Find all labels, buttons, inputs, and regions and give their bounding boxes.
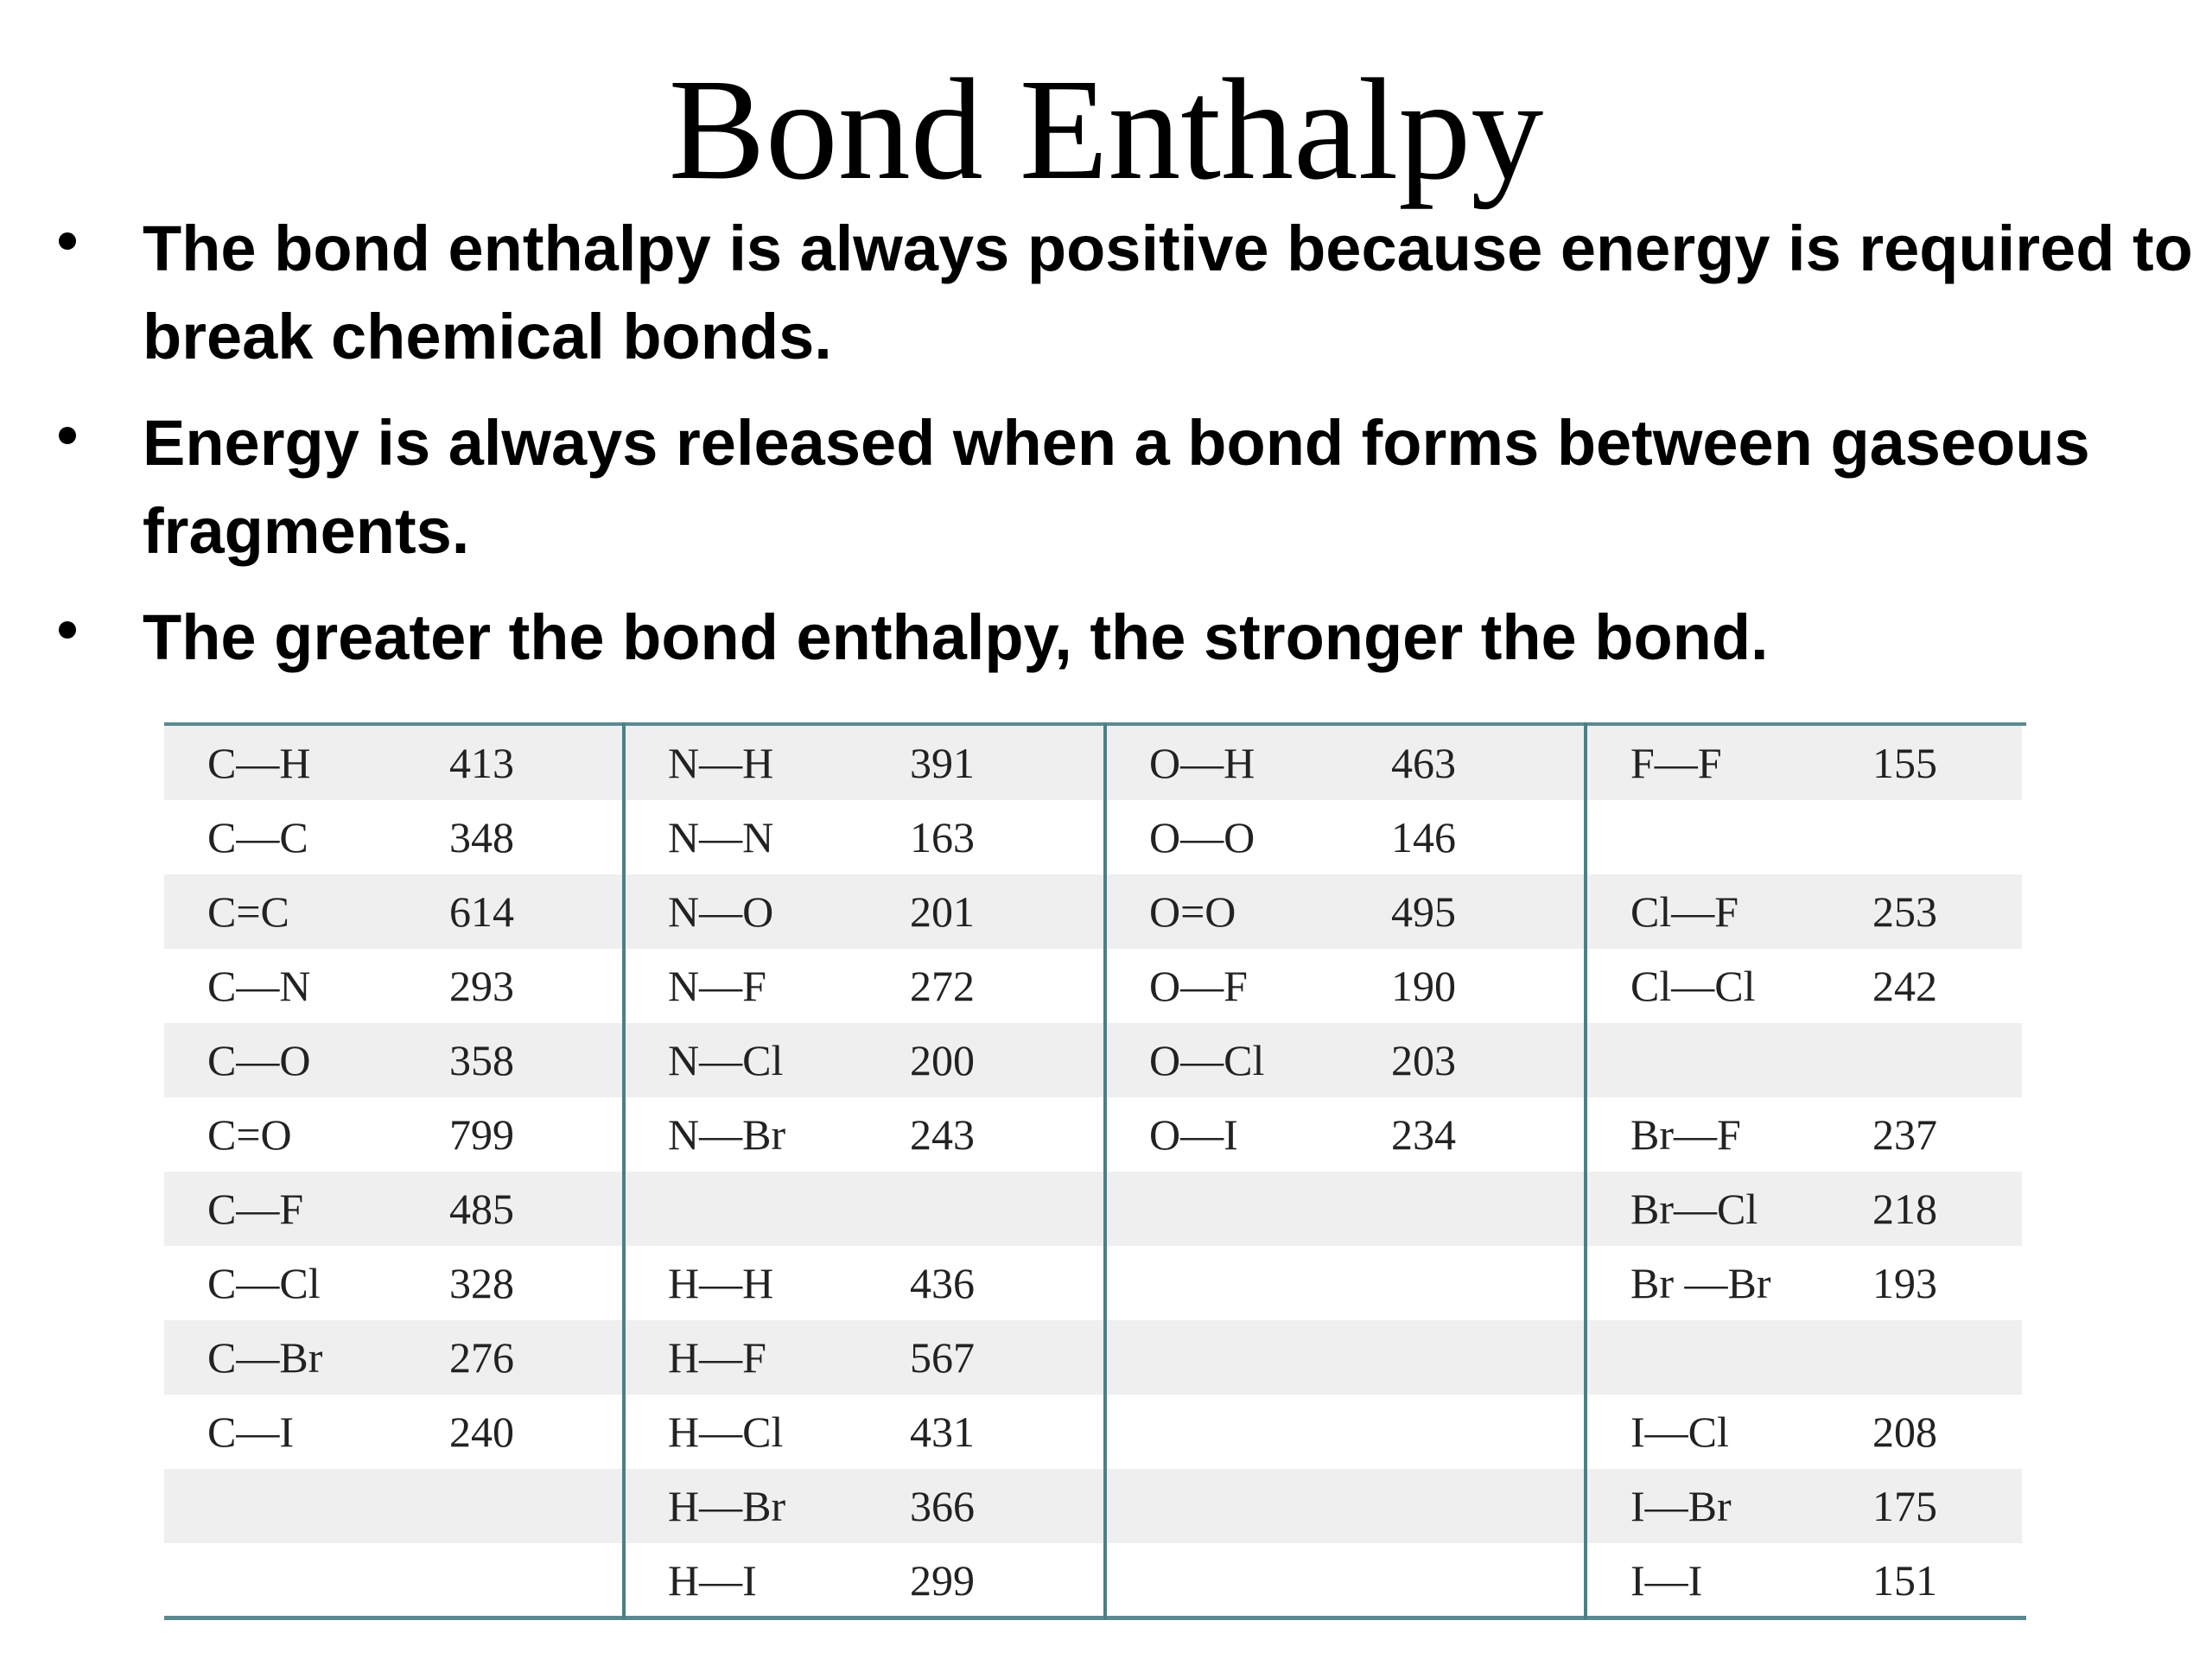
bond-enthalpy-value: 253 (1872, 887, 1937, 936)
column-divider (1103, 722, 1107, 1619)
bond-enthalpy-value: 463 (1391, 739, 1456, 787)
bond-enthalpy-value: 495 (1391, 887, 1456, 936)
bond-label: I—I (1630, 1556, 1703, 1605)
bond-label: O—F (1149, 962, 1248, 1010)
bond-label: H—Cl (668, 1408, 784, 1456)
bond-label: Br—F (1630, 1110, 1741, 1159)
bond-enthalpy-value: 799 (449, 1110, 514, 1159)
bullet-line: The bond enthalpy is always positive because energy is required to (143, 213, 2193, 284)
bond-label: Cl—Cl (1630, 962, 1756, 1010)
bond-enthalpy-value: 203 (1391, 1036, 1456, 1084)
column-divider (622, 722, 626, 1619)
bond-label: H—F (668, 1333, 766, 1382)
column-divider (1584, 722, 1587, 1619)
bond-label: Br—Cl (1630, 1185, 1758, 1233)
table-row (164, 874, 2022, 949)
bond-label: I—Br (1630, 1482, 1732, 1530)
bond-enthalpy-value: 348 (449, 813, 514, 861)
bond-enthalpy-value: 201 (910, 887, 975, 936)
bond-enthalpy-value: 293 (449, 962, 514, 1010)
bond-enthalpy-value: 155 (1872, 739, 1937, 787)
bullet-dot-icon (59, 621, 76, 639)
table-row (164, 1097, 2022, 1172)
bond-enthalpy-value: 146 (1391, 813, 1456, 861)
page-title: Bond Enthalpy (668, 49, 1544, 210)
bond-label: C=C (207, 887, 289, 936)
bullet-dot-icon (59, 427, 76, 444)
bullet-line: The greater the bond enthalpy, the stronger the bond. (143, 601, 1769, 673)
bond-enthalpy-value: 299 (910, 1556, 975, 1605)
bond-label: C—Br (207, 1333, 323, 1382)
bond-label: N—O (668, 887, 774, 936)
bond-enthalpy-value: 208 (1872, 1408, 1937, 1456)
bond-enthalpy-value: 237 (1872, 1110, 1937, 1159)
bond-enthalpy-value: 193 (1872, 1259, 1937, 1307)
bond-label: Cl—F (1630, 887, 1739, 936)
table-row (164, 800, 2022, 874)
bond-enthalpy-value: 328 (449, 1259, 514, 1307)
bond-label: O—H (1149, 739, 1255, 787)
table-row (164, 1543, 2022, 1618)
table-row (164, 1469, 2022, 1543)
bond-enthalpy-value: 614 (449, 887, 514, 936)
bond-label: N—H (668, 739, 774, 787)
bond-label: N—Cl (668, 1036, 784, 1084)
table-row (164, 1395, 2022, 1469)
bond-label: H—I (668, 1556, 757, 1605)
bond-label: C=O (207, 1110, 292, 1159)
bond-enthalpy-value: 163 (910, 813, 975, 861)
bond-enthalpy-value: 485 (449, 1185, 514, 1233)
table-row (164, 1023, 2022, 1097)
bond-enthalpy-value: 391 (910, 739, 975, 787)
bond-label: I—Cl (1630, 1408, 1729, 1456)
bond-enthalpy-value: 413 (449, 739, 514, 787)
table-bottom-rule (164, 1616, 2026, 1620)
bond-enthalpy-value: 272 (910, 962, 975, 1010)
bond-enthalpy-value: 436 (910, 1259, 975, 1307)
bond-enthalpy-value: 218 (1872, 1185, 1937, 1233)
bond-label: N—N (668, 813, 774, 861)
bond-label: C—Cl (207, 1259, 321, 1307)
table-top-rule (164, 722, 2026, 726)
bond-label: N—Br (668, 1110, 786, 1159)
bond-enthalpy-value: 243 (910, 1110, 975, 1159)
bond-enthalpy-value: 175 (1872, 1482, 1937, 1530)
bond-label: H—Br (668, 1482, 786, 1530)
bullet-line: fragments. (143, 495, 470, 567)
bond-label: C—F (207, 1185, 304, 1233)
bond-label: O=O (1149, 887, 1236, 936)
bullet-dot-icon (59, 232, 76, 250)
bond-label: C—O (207, 1036, 311, 1084)
bond-label: C—I (207, 1408, 294, 1456)
bond-label: N—F (668, 962, 766, 1010)
bullet-line: break chemical bonds. (143, 301, 832, 372)
bond-enthalpy-value: 240 (449, 1408, 514, 1456)
bond-enthalpy-value: 358 (449, 1036, 514, 1084)
bond-label: C—H (207, 739, 311, 787)
table-row (164, 726, 2022, 800)
bond-label: C—N (207, 962, 311, 1010)
table-row (164, 1320, 2022, 1395)
bond-label: O—I (1149, 1110, 1238, 1159)
bond-label: F—F (1630, 739, 1722, 787)
bond-label: H—H (668, 1259, 774, 1307)
bullet-line: Energy is always released when a bond forms between gaseous (143, 407, 2090, 479)
bond-enthalpy-value: 151 (1872, 1556, 1937, 1605)
bond-enthalpy-value: 234 (1391, 1110, 1456, 1159)
bond-enthalpy-value: 190 (1391, 962, 1456, 1010)
bond-label: O—O (1149, 813, 1255, 861)
bond-label: Br —Br (1630, 1259, 1771, 1307)
bond-enthalpy-table (164, 726, 2022, 1618)
bond-enthalpy-value: 431 (910, 1408, 975, 1456)
bond-enthalpy-value: 567 (910, 1333, 975, 1382)
bond-enthalpy-value: 366 (910, 1482, 975, 1530)
bond-enthalpy-value: 242 (1872, 962, 1937, 1010)
bond-label: C—C (207, 813, 308, 861)
bond-enthalpy-value: 200 (910, 1036, 975, 1084)
bond-label: O—Cl (1149, 1036, 1265, 1084)
bond-enthalpy-value: 276 (449, 1333, 514, 1382)
